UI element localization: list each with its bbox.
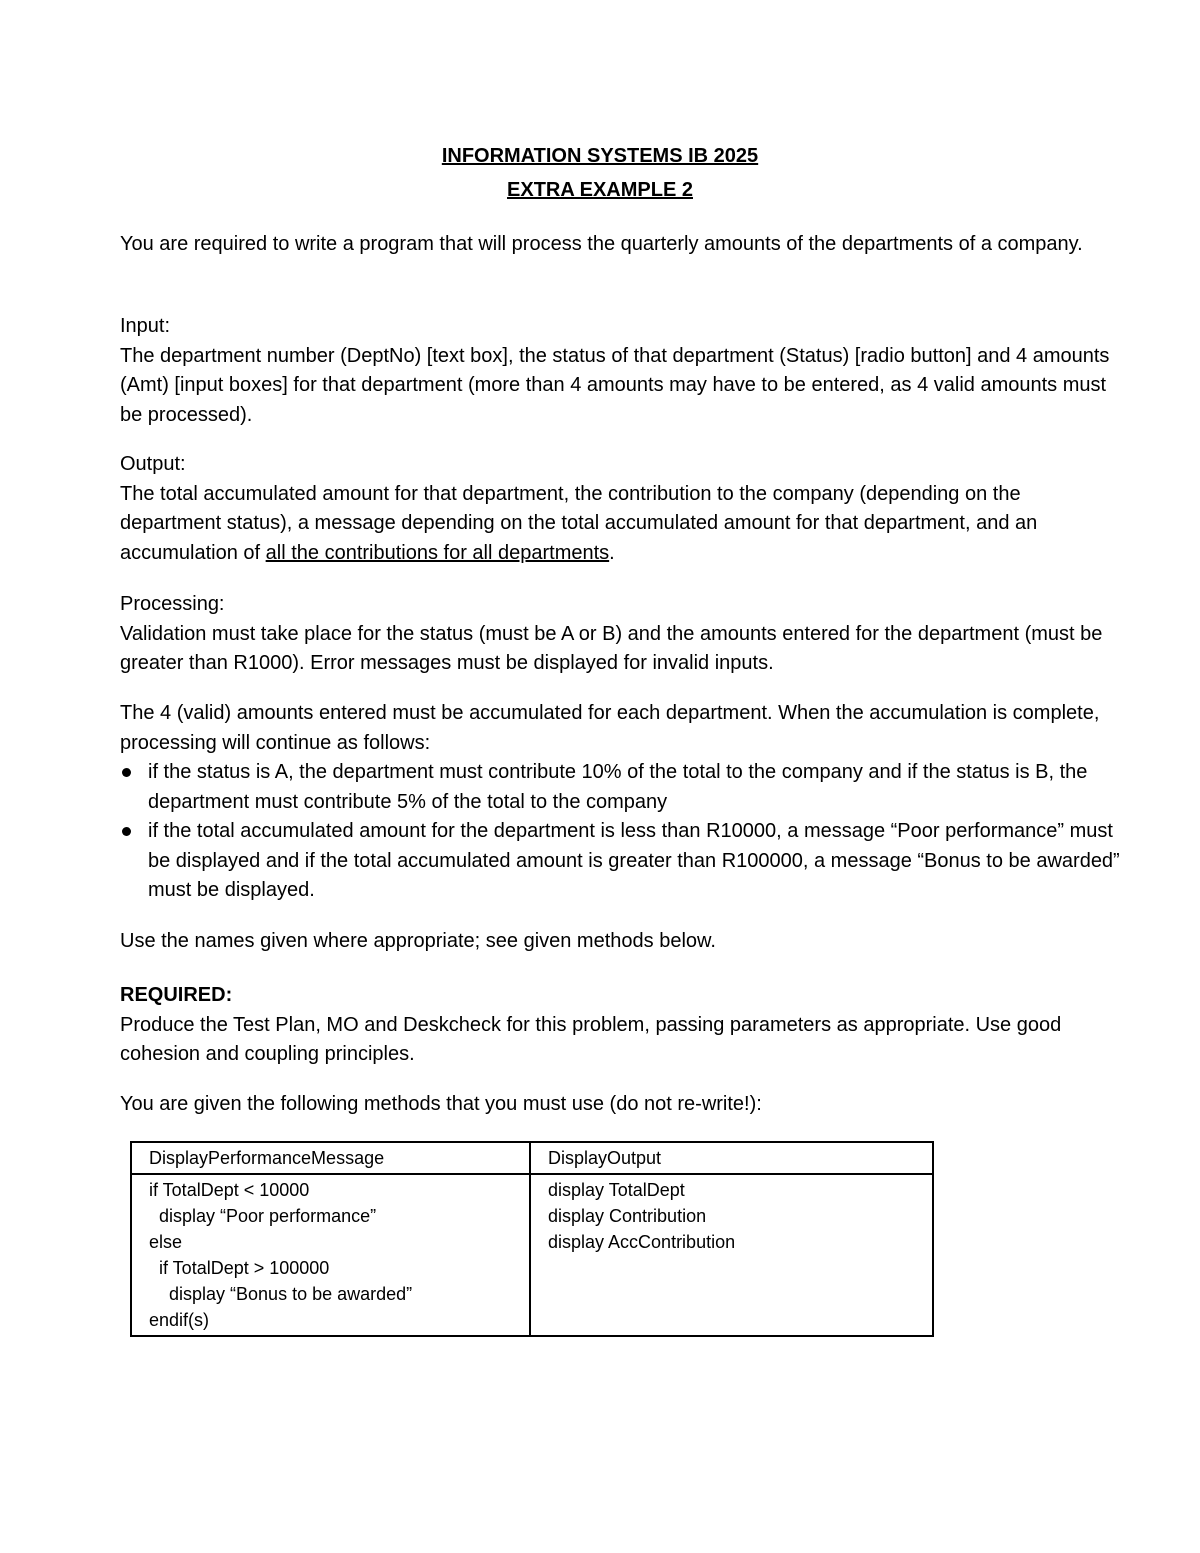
processing-heading: Processing: [120, 593, 225, 615]
output-text-end: . [609, 541, 615, 564]
bullet-item [120, 758, 1120, 817]
bullet-icon [122, 827, 131, 836]
document-subtitle: EXTRA EXAMPLE 2 [507, 179, 693, 201]
input-heading: Input: [120, 315, 171, 337]
method-name-cell: DisplayOutput [530, 1142, 933, 1174]
method-name-cell: DisplayPerformanceMessage [131, 1142, 530, 1174]
code-line: if TotalDept < 10000 [149, 1180, 310, 1200]
method-body-cell [530, 1174, 933, 1336]
required-heading: REQUIRED: [120, 984, 233, 1006]
code-line: display “Poor performance” [149, 1206, 377, 1226]
output-text [120, 480, 1120, 569]
output-heading: Output: [120, 453, 186, 475]
methods-table-body-row [131, 1174, 933, 1336]
input-section [120, 312, 1120, 430]
processing-bullet-list [120, 758, 1120, 906]
bullet-text: if the status is A, the department must contribute 10% of the total to the company and if the status is B, the department must contribute 5% of the total to the company [148, 761, 1088, 813]
intro-paragraph: You are required to write a program that will process the quarterly amounts of the departments of a company. [120, 233, 1083, 255]
code-line: else [149, 1232, 183, 1252]
output-section [120, 450, 1120, 568]
required-section [120, 981, 1120, 1070]
output-text-main: The total accumulated amount for that department, the contribution to the company (depending on the department status), a message depending on the total accumulated amount for that department, and an accumulation of [120, 482, 1038, 564]
methods-table-header-row [131, 1142, 933, 1174]
accumulation-text: The 4 (valid) amounts entered must be accumulated for each department. When the accumulation is complete, processing will continue as follows: [120, 702, 1100, 754]
code-line: endif(s) [149, 1310, 210, 1330]
document-title: INFORMATION SYSTEMS IB 2025 [441, 145, 759, 167]
methods-intro: You are given the following methods that you must use (do not re-write!): [120, 1093, 762, 1115]
input-text: The department number (DeptNo) [text box], the status of that department (Status) [radio button] and 4 amounts (Amt) [input boxes] for that department (more than 4 amounts may have to be entered, as 4 valid amounts must be processed). [120, 344, 1110, 426]
output-text-underlined: all the contributions for all departments [265, 541, 610, 564]
code-line: display Contribution [548, 1206, 707, 1226]
methods-table [130, 1141, 934, 1337]
bullet-item [120, 817, 1120, 906]
required-text: Produce the Test Plan, MO and Deskcheck for this problem, passing parameters as appropriate. Use good cohesion and coupling principles. [120, 1013, 1062, 1065]
code-line: if TotalDept > 100000 [149, 1258, 330, 1278]
processing-text: Validation must take place for the status (must be A or B) and the amounts entered for the department (must be greater than R1000). Error messages must be displayed for invalid inputs. [120, 622, 1103, 674]
method-body-cell [131, 1174, 530, 1336]
processing-section [120, 590, 1120, 679]
code-line: display “Bonus to be awarded” [149, 1284, 413, 1304]
names-note: Use the names given where appropriate; see given methods below. [120, 930, 716, 952]
accumulation-section [120, 699, 1120, 906]
bullet-icon [122, 768, 131, 777]
bullet-text: if the total accumulated amount for the department is less than R10000, a message “Poor performance” must be displayed and if the total accumulated amount is greater than R100000, a message “Bonus to be awarded” must be displayed. [148, 820, 1120, 901]
code-line: display TotalDept [548, 1180, 685, 1200]
code-line: display AccContribution [548, 1232, 736, 1252]
